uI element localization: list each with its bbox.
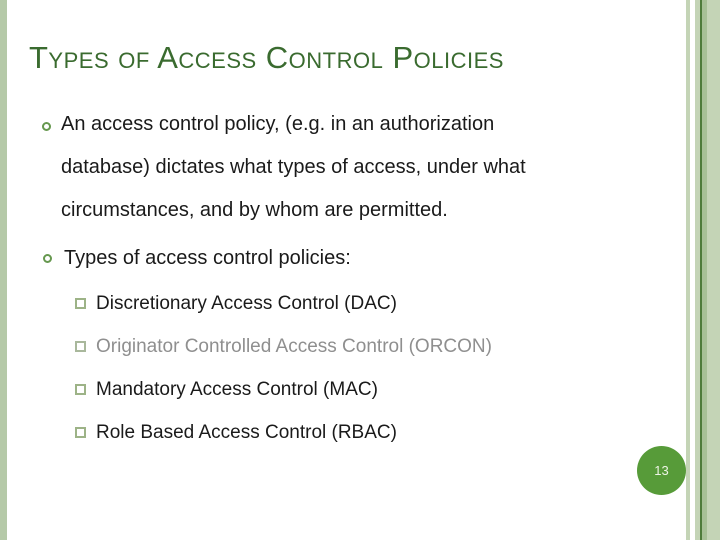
page-number: 13 (654, 463, 669, 478)
list-heading: Types of access control policies: (64, 247, 351, 269)
list-item: Originator Controlled Access Control (ORCON) (96, 336, 492, 357)
left-border-stripe (0, 0, 7, 540)
square-bullet-icon (75, 427, 86, 438)
circle-bullet-icon (43, 254, 52, 263)
list-item: Mandatory Access Control (MAC) (96, 379, 378, 400)
square-bullet-icon (75, 298, 86, 309)
paragraph-line: An access control policy, (e.g. in an authorization (61, 113, 495, 135)
page-number-badge (637, 446, 686, 495)
list-item: Role Based Access Control (RBAC) (96, 422, 397, 443)
list-item: Discretionary Access Control (DAC) (96, 293, 397, 314)
right-border-stripe-1 (686, 0, 690, 540)
slide-title: Types of Access Control Policies (29, 40, 504, 75)
paragraph-line: database) dictates what types of access, under what (61, 156, 526, 178)
circle-bullet-icon (42, 122, 51, 131)
square-bullet-icon (75, 384, 86, 395)
right-border-stripe-5 (707, 0, 720, 540)
paragraph-line: circumstances, and by whom are permitted. (61, 199, 448, 221)
square-bullet-icon (75, 341, 86, 352)
